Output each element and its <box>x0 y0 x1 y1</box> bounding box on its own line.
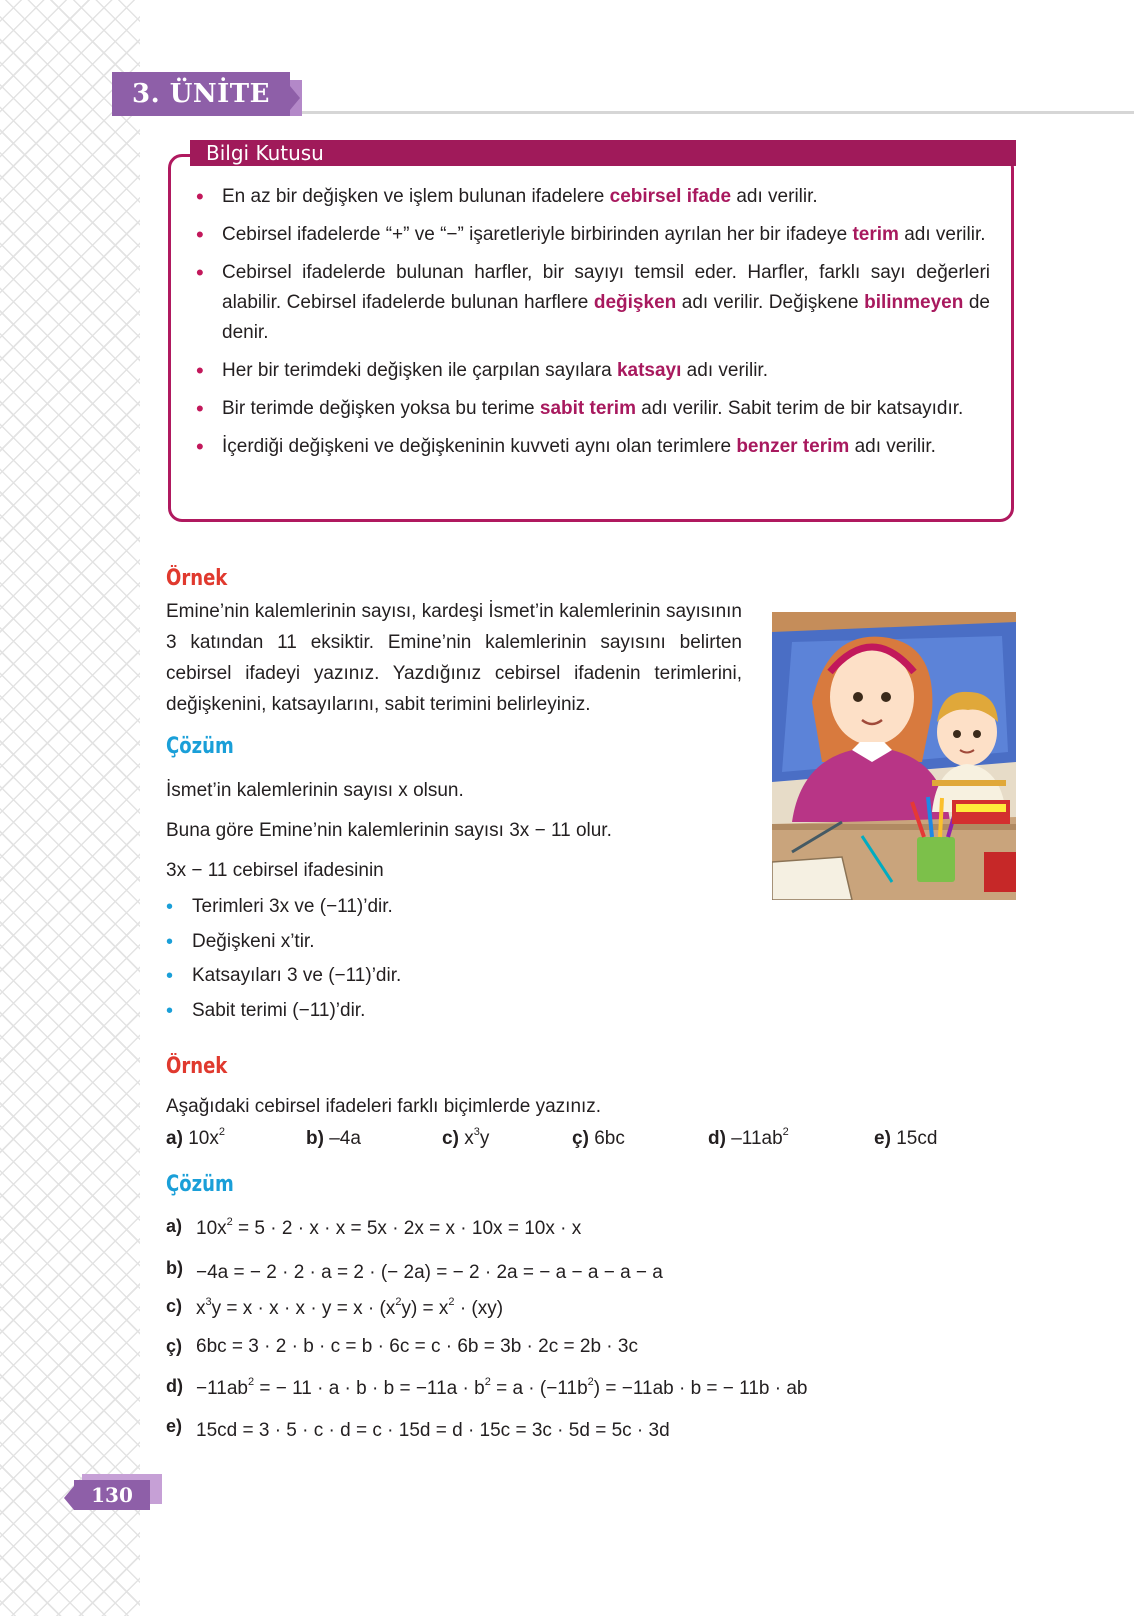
example-2-text: Aşağıdaki cebirsel ifadeleri farklı biçimlerde yazınız. <box>166 1096 602 1117</box>
solution-expression: −4a = − 2 · 2 · a = 2 · (− 2a) = − 2 · 2a = − a − a − a − a <box>196 1262 663 1283</box>
illustration-svg <box>772 612 1016 900</box>
bullet-icon: • <box>196 184 204 209</box>
bullet-icon: • <box>166 965 174 987</box>
info-item: • En az bir değişken ve işlem bulunan ifadelere cebirsel ifade adı verilir. <box>196 182 990 212</box>
solution-expression: $10x^2 = 5 \cdot 2 \cdot x \cdot x = 5x \cdot 2x = x \cdot 10x = 10x \cdot x$ <box>196 1216 582 1239</box>
solution-line: İsmet’in kalemlerinin sayısı x olsun. <box>166 780 464 801</box>
info-item: • Her bir terimdeki değişken ile çarpılan sayılara katsayı adı verilir. <box>196 356 990 386</box>
example-1-solution-title: Çözüm <box>166 734 234 759</box>
option-item: c) $x^3y$ <box>442 1126 490 1149</box>
example-1-title: Örnek <box>166 566 228 591</box>
solution-expression: 6bc = 3 · 2 · b · c = b · 6c = c · 6b = 3b · 2c = 2b · 3c <box>196 1336 638 1357</box>
bullet-icon: • <box>196 396 204 421</box>
solution-label: a) <box>166 1216 183 1236</box>
solution-label: c) <box>166 1296 183 1316</box>
option-item: a) $10x^2$ <box>166 1126 225 1149</box>
bullet-icon: • <box>166 930 174 953</box>
bullet-icon: • <box>196 222 204 247</box>
solution-line: Buna göre Emine’nin kalemlerinin sayısı 3x − 11 olur. <box>166 820 612 841</box>
solution-label: e) <box>166 1416 183 1436</box>
unit-header-rule <box>298 111 1134 114</box>
solution-line: 3x − 11 cebirsel ifadesinin <box>166 860 384 881</box>
example-1-text: Emine’nin kalemlerinin sayısı, kardeşi İsmet’in kalemlerinin sayısının 3 katından 11 eksiktir. Emine’nin kalemlerinin sayısını belirten cebirsel ifadeyi yazınız. Yazdığınız cebirsel ifadenin terimlerini, değişkenini, katsayılarını, sabit terimini belirleyiniz. <box>166 601 742 715</box>
decorative-lattice-border <box>0 0 140 1616</box>
solution-bullet-list <box>166 892 401 1030</box>
unit-title: 3. ÜNİTE <box>112 72 290 116</box>
list-item: • Değişkeni x’tir. <box>166 927 401 962</box>
bullet-icon: • <box>196 260 204 285</box>
solution-label: d) <box>166 1376 183 1396</box>
bullet-icon: • <box>166 896 174 918</box>
unit-tab-arrow <box>290 86 300 110</box>
page-number-arrow <box>64 1486 74 1510</box>
option-item: d) $-11ab^2$ <box>708 1126 789 1149</box>
option-item: ç) 6bc <box>572 1128 625 1149</box>
bullet-icon: • <box>196 434 204 459</box>
info-item: • Cebirsel ifadelerde “+” ve “−” işaretleriyle birbirinden ayrılan her bir ifadeye terim adı verilir. <box>196 220 990 250</box>
option-item: b) –4a <box>306 1128 361 1149</box>
solution-label: b) <box>166 1258 183 1278</box>
info-list <box>196 182 990 470</box>
list-item: • Terimleri 3x ve (−11)’dir. <box>166 892 401 927</box>
list-item: • Sabit terimi (−11)’dir. <box>166 996 401 1031</box>
option-item: e) 15cd <box>874 1128 938 1149</box>
children-illustration <box>772 612 1016 900</box>
page-number: 130 <box>74 1480 150 1510</box>
bullet-icon: • <box>196 358 204 383</box>
info-item: • İçerdiği değişkeni ve değişkeninin kuvveti aynı olan terimlere benzer terim adı verilir. <box>196 432 990 462</box>
bullet-icon: • <box>166 999 174 1022</box>
solution-expression: $x^3y = x \cdot x \cdot x \cdot y = x \cdot (x^2y) = x^2 \cdot (xy)$ <box>196 1296 504 1319</box>
info-item: • Cebirsel ifadelerde bulunan harfler, bir sayıyı temsil eder. Harfler, farklı sayı değerleri alabilir. Cebirsel ifadelerde bulunan harflere değişken adı verilir. Değişkene bilinmeyen de denir. <box>196 260 990 343</box>
solution-expression: $-11ab^2$ = − $11 \cdot a \cdot b \cdot b = -11a \cdot b^2 = a \cdot (-11b^2) = -11ab \cdot b$ = − 11b · ab <box>196 1376 808 1399</box>
info-box-header: Bilgi Kutusu <box>190 140 1016 166</box>
example-2-title: Örnek <box>166 1054 228 1079</box>
solution-label: ç) <box>166 1336 183 1356</box>
example-2-solution-title: Çözüm <box>166 1172 234 1197</box>
solution-expression: 15cd = 3 · 5 · c · d = c · 15d = d · 15c = 3c · 5d = 5c · 3d <box>196 1420 670 1441</box>
info-item: • Bir terimde değişken yoksa bu terime sabit terim adı verilir. Sabit terim de bir katsayıdır. <box>196 394 990 424</box>
list-item: • Katsayıları 3 ve (−11)’dir. <box>166 961 401 996</box>
example-2-options <box>166 1128 966 1154</box>
